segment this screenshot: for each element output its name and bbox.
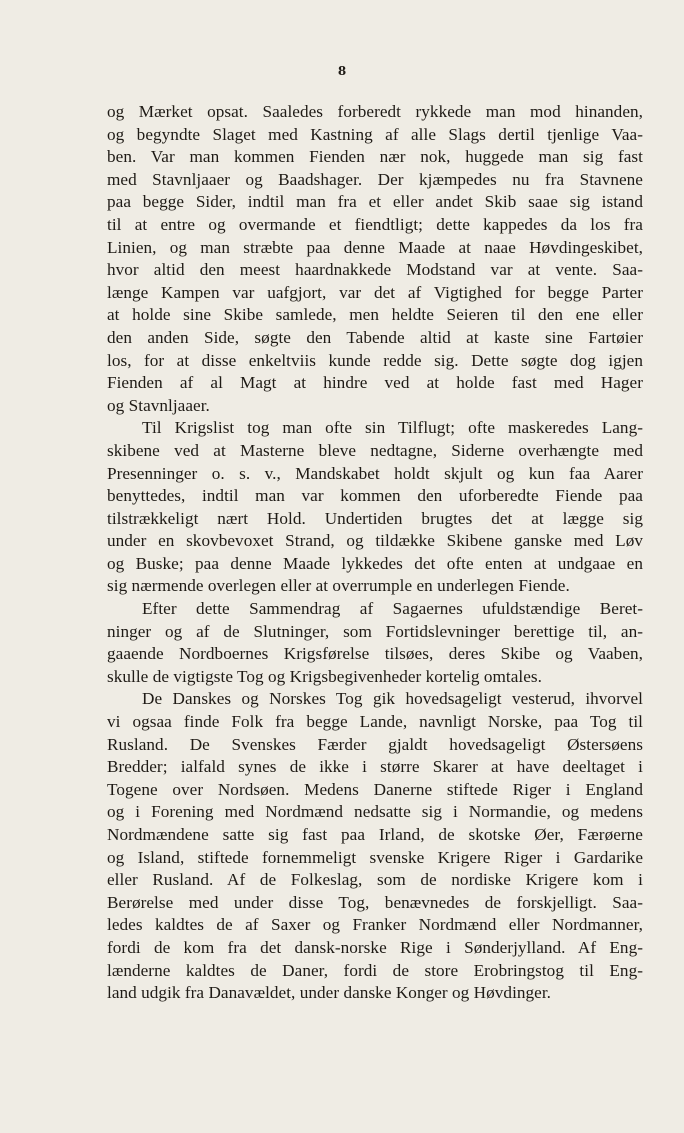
text-line: los, for at disse enkeltviis kunde redde sig. Dette søgte dog igjen: [107, 350, 643, 370]
text-line: ledes kaldtes de af Saxer og Franker Nordmænd eller Nordmanner,: [107, 915, 643, 935]
text-line: og Stavnljaaer.: [107, 395, 210, 415]
text-line: sig nærmende overlegen eller at overrumple en underlegen Fiende.: [107, 576, 570, 596]
text-line: Nordmændene satte sig fast paa Irland, de skotske Øer, Færøerne: [107, 825, 643, 844]
text-line: at holde sine Skibe samlede, men heldte Seieren til den ene eller: [107, 305, 643, 325]
paragraph: [107, 101, 643, 417]
paragraph: [107, 417, 643, 598]
text-line: skibene ved at Masterne bleve nedtagne, Siderne overhængte med: [107, 440, 643, 460]
text-line: ninger og af de Slutninger, som Fortidslevninger berettige til, an-: [107, 621, 643, 641]
text-line: under en skovbevoxet Strand, og tildække Skibene ganske med Løv: [107, 531, 643, 551]
text-line: Efter dette Sammendrag af Sagaernes ufuldstændige Beret-: [142, 599, 643, 619]
text-line: De Danskes og Norskes Tog gik hovedsageligt vesterud, ihvorvel: [142, 689, 643, 709]
text-line: hvor altid den meest haardnakkede Modstand var at vente. Saa-: [107, 260, 643, 280]
text-line: gaaende Nordboernes Krigsførelse tilsøes, deres Skibe og Vaaben,: [107, 644, 643, 664]
text-line: skulle de vigtigste Tog og Krigsbegivenheder kortelig omtales.: [107, 666, 543, 686]
text-line: med Stavnljaaer og Baadshager. Der kjæmpedes nu fra Stavnene: [107, 169, 643, 189]
text-line: fordi de kom fra det dansk-norske Rige i Sønderjylland. Af Eng-: [107, 937, 643, 957]
text-line: den anden Side, søgte den Tabende altid at kaste sine Fartøier: [107, 327, 643, 347]
text-line: længe Kampen var uafgjort, var det af Vigtighed for begge Parter: [107, 282, 643, 302]
text-line: Rusland. De Svenskes Færder gjaldt hovedsageligt Østersøens: [107, 734, 643, 754]
text-line: Presenninger o. s. v., Mandskabet holdt skjult og kun faa Aarer: [107, 463, 643, 483]
text-line: og Buske; paa denne Maade lykkedes det ofte enten at undgaae en: [107, 553, 643, 573]
text-line: og Mærket opsat. Saaledes forberedt rykkede man mod hinanden,: [107, 102, 643, 121]
text-line: benyttedes, indtil man var kommen den uforberedte Fiende paa: [107, 486, 643, 506]
text-line: vi ogsaa finde Folk fra begge Lande, navnligt Norske, paa Tog til: [107, 712, 643, 732]
text-line: tilstrækkeligt nært Hold. Undertiden brugtes det at lægge sig: [107, 508, 643, 528]
text-line: lænderne kaldtes de Daner, fordi de store Erobringstog til Eng-: [107, 960, 643, 980]
text-line: ben. Var man kommen Fienden nær nok, huggede man sig fast: [107, 147, 643, 167]
paragraph: [107, 598, 643, 688]
page-number: 8: [337, 64, 347, 78]
text-line: land udgik fra Danavældet, under danske Konger og Høvdinger.: [107, 983, 552, 1003]
text-line: Fienden af al Magt at hindre ved at holde fast med Hager: [107, 373, 643, 393]
text-line: Bredder; ialfald synes de ikke i større Skarer at have deeltaget i: [107, 757, 643, 777]
text-line: og i Forening med Nordmænd nedsatte sig i Normandie, og medens: [107, 802, 643, 822]
text-line: og begyndte Slaget med Kastning af alle Slags dertil tjenlige Vaa-: [107, 124, 643, 144]
paragraph: [107, 688, 643, 1004]
body-text: [107, 101, 643, 1005]
text-line: Til Krigslist tog man ofte sin Tilflugt; ofte maskeredes Lang-: [142, 418, 643, 438]
text-line: Togene over Nordsøen. Medens Danerne stiftede Riger i England: [107, 779, 643, 799]
text-line: til at entre og overmande et fiendtligt; dette kappedes da los fra: [107, 214, 643, 234]
text-line: paa begge Sider, indtil man fra et eller andet Skib saae sig istand: [107, 192, 643, 212]
text-line: Berørelse med under disse Tog, benævnedes de forskjelligt. Saa-: [107, 892, 643, 912]
text-line: og Island, stiftede fornemmeligt svenske Krigere Riger i Gardarike: [107, 847, 643, 867]
text-line: eller Rusland. Af de Folkeslag, som de nordiske Krigere kom i: [107, 870, 643, 890]
text-line: Linien, og man stræbte paa denne Maade at naae Høvdingeskibet,: [107, 237, 643, 257]
